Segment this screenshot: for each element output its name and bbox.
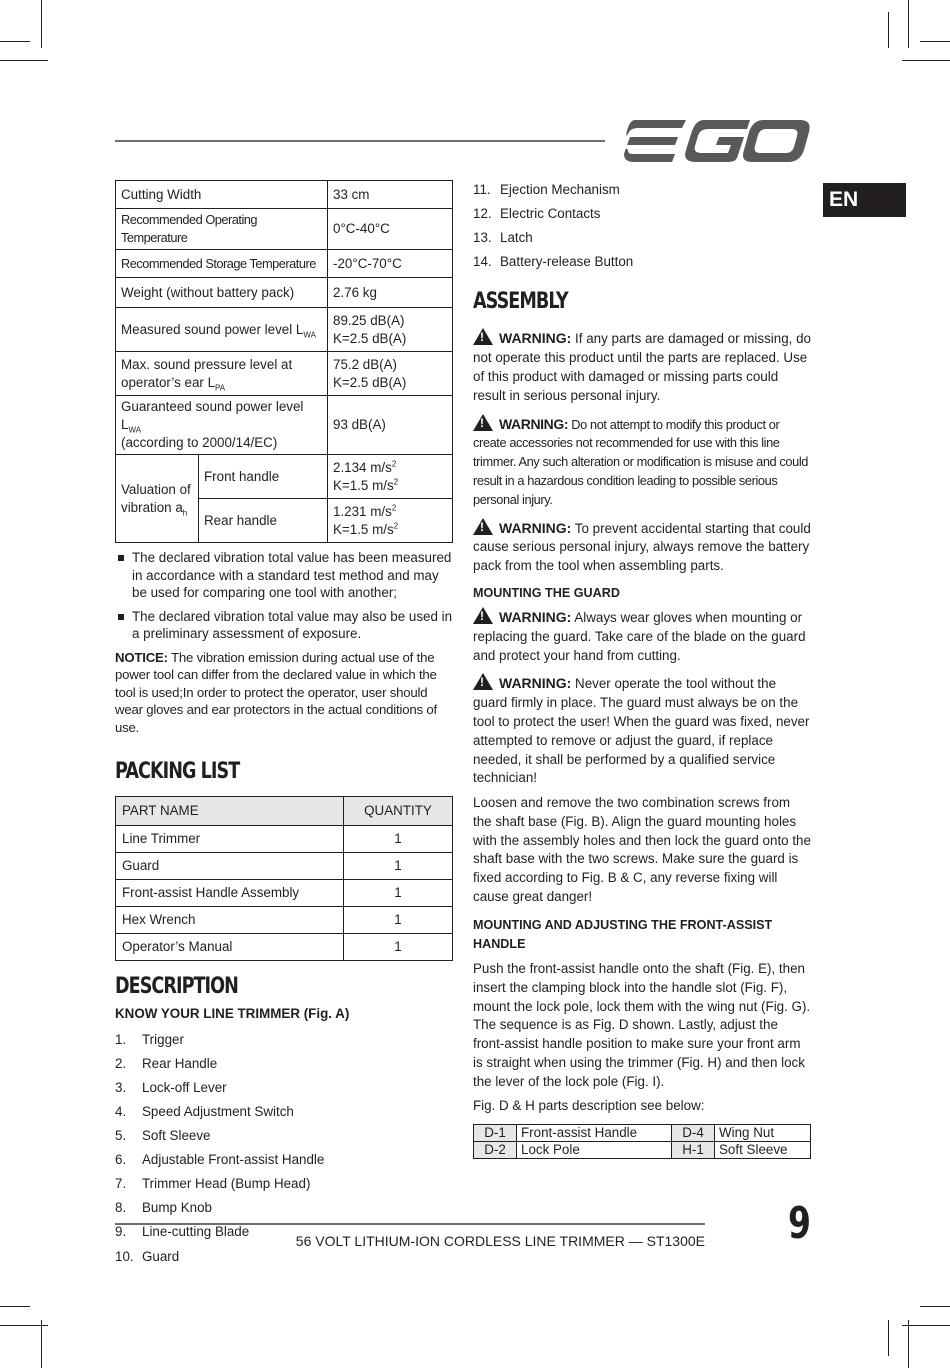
parts-list-continued — [473, 178, 811, 274]
part-name: Line Trimmer — [116, 826, 344, 853]
part-name: Operator’s Manual — [116, 934, 344, 961]
warning-block: !WARNING: If any parts are damaged or missing, do not operate this product until the parts are replaced. Use of this product with damaged or missing parts could result in serious personal injury. — [473, 328, 811, 405]
table-header-row — [116, 797, 453, 826]
mounting-guard-heading: MOUNTING THE GUARD — [473, 585, 620, 600]
crop-mark — [908, 1320, 909, 1368]
warning-icon — [473, 673, 493, 690]
crop-mark — [902, 60, 950, 61]
crop-mark — [920, 1306, 950, 1307]
crop-mark — [0, 60, 48, 61]
part-code: H-1 — [672, 1141, 715, 1158]
part-qty: 1 — [344, 853, 453, 880]
table-row — [116, 352, 453, 396]
table-row — [474, 1141, 811, 1158]
warning-icon — [473, 607, 493, 624]
spec-value: 2.134 $m/s^2$ K=1.5 $m/s^2$ — [328, 455, 453, 499]
front-assist-heading: MOUNTING AND ADJUSTING THE FRONT-ASSIST HANDLE — [473, 918, 773, 952]
part-qty: 1 — [344, 934, 453, 961]
list-item: The declared vibration total value may also be used in a preliminary assessment of exposure. — [115, 608, 453, 643]
table-row — [116, 934, 453, 961]
spec-label: Front handle — [199, 455, 328, 499]
list-item: 12. Electric Contacts — [473, 206, 601, 222]
description-heading: DESCRIPTION — [115, 974, 238, 999]
vibration-notes — [115, 549, 453, 643]
table-row — [116, 455, 453, 499]
crop-mark — [0, 1306, 30, 1307]
spec-label: Cutting Width — [116, 181, 328, 209]
packing-table — [115, 796, 453, 961]
part-name: Front-assist Handle Assembly — [116, 880, 344, 907]
crop-mark — [908, 0, 909, 48]
handle-instructions: Push the front-assist handle onto the shaft (Fig. E), then insert the clamping block into the handle slot (Fig. F), mount the lock pole, lock them with the wing nut (Fig. G). The sequence is as Fig. D shown. Lastly, adjust the front-assist handle position to make sure your front arm is straight when using the trimmer (Fig. H) and then lock the lever of the lock pole (Fig. I). — [473, 961, 811, 1089]
part-code: D-1 — [474, 1124, 517, 1141]
part-name: Guard — [116, 853, 344, 880]
ego-logo — [624, 120, 810, 162]
part-qty: 1 — [344, 880, 453, 907]
crop-mark — [41, 0, 42, 48]
list-item: 8. Bump Knob — [115, 1200, 212, 1216]
list-item: 1. Trigger — [115, 1031, 184, 1047]
spec-table — [115, 180, 453, 543]
spec-label: Measured sound power level $L_{WA}$ — [116, 308, 328, 352]
spec-label: Max. sound pressure level at operator’s ear $L_{PA}$ — [116, 352, 328, 396]
warning-block: !WARNING: Never operate the tool without the guard firmly in place. The guard must always be on the tool to protect the user! When the guard was fixed, never attempted to remove or adjust the guard, if replace needed, it shall be performed by a qualified service technician! — [473, 673, 811, 788]
table-row — [474, 1124, 811, 1141]
crop-mark — [0, 1325, 48, 1326]
table-row — [116, 396, 453, 455]
table-row — [116, 880, 453, 907]
table-row — [116, 209, 453, 250]
spec-value: 75.2 dB(A) K=2.5 dB(A) — [328, 352, 453, 396]
warning-block: !WARNING: Do not attempt to modify this product or create accessories not recommended for use with this line trimmer. Any such alteration or modification is misuse and could result in a hazardous condition leading to possible serious personal injury. — [473, 414, 811, 510]
spec-label: Recommended Storage Temperature — [116, 250, 328, 278]
warning-icon — [473, 414, 493, 431]
part-label: Front-assist Handle — [517, 1124, 672, 1141]
column-header: PART NAME — [116, 797, 344, 826]
part-code: D-4 — [672, 1124, 715, 1141]
list-item: 6. Adjustable Front-assist Handle — [115, 1152, 325, 1168]
list-item: 4. Speed Adjustment Switch — [115, 1103, 294, 1119]
warning-block: !WARNING: To prevent accidental starting that could cause serious personal injury, always remove the battery pack from the tool when assembling parts. — [473, 518, 811, 576]
list-item: 10. Guard — [115, 1248, 180, 1264]
crop-mark — [902, 1325, 950, 1326]
crop-mark — [41, 1320, 42, 1368]
spec-value: 89.25 dB(A) K=2.5 dB(A) — [328, 308, 453, 352]
spec-value: 0°C-40°C — [328, 209, 453, 250]
fig-intro: Fig. D & H parts description see below: — [473, 1098, 705, 1114]
spec-value: 1.231 $m/s^2$ K=1.5 $m/s^2$ — [328, 499, 453, 543]
list-item: 11. Ejection Mechanism — [473, 182, 620, 197]
right-column — [473, 178, 811, 1159]
crop-mark — [888, 1320, 889, 1356]
notice: NOTICE: The vibration emission during actual use of the power tool can differ from the declared value in which the tool is used;In order to protect the operator, user should wear gloves and ear protectors in the actual conditions of use. — [115, 649, 437, 735]
guard-instructions: Loosen and remove the two combination screws from the shaft base (Fig. B). Align the guard mounting holes with the assembly holes and then lock the guard onto the shaft base with the two screws. Make sure the guard is fixed according to Fig. B & C, any reverse fixing will cause great danger! — [473, 795, 811, 904]
table-row — [116, 826, 453, 853]
table-row — [116, 308, 453, 352]
part-label: Soft Sleeve — [715, 1141, 811, 1158]
list-item: 14. Battery-release Button — [473, 254, 634, 270]
spec-value: 93 dB(A) — [328, 396, 453, 455]
column-header: QUANTITY — [344, 797, 453, 826]
table-row — [116, 278, 453, 308]
spec-value: 33 cm — [328, 181, 453, 209]
part-qty: 1 — [344, 826, 453, 853]
part-name: Hex Wrench — [116, 907, 344, 934]
list-item: 2. Rear Handle — [115, 1055, 218, 1071]
spec-label: Rear handle — [199, 499, 328, 543]
spec-label: Weight (without battery pack) — [116, 278, 328, 308]
table-row — [116, 181, 453, 209]
vibration-label: Valuation of vibration $a_h$ — [116, 455, 199, 543]
list-item: 13. Latch — [473, 230, 533, 246]
part-label: Lock Pole — [517, 1141, 672, 1158]
part-qty: 1 — [344, 907, 453, 934]
part-label: Wing Nut — [715, 1124, 811, 1141]
spec-label: Guaranteed sound power level $L_{WA}$ (according to 2000/14/EC) — [116, 396, 328, 455]
list-item: 3. Lock-off Lever — [115, 1079, 227, 1095]
list-item: 7. Trimmer Head (Bump Head) — [115, 1176, 311, 1192]
assembly-heading: ASSEMBLY — [473, 289, 568, 315]
spec-value: -20°C-70°C — [328, 250, 453, 278]
footer-title: 56 VOLT LITHIUM-ION CORDLESS LINE TRIMMER — ST1300E — [115, 1223, 705, 1249]
page-number: 9 — [788, 1198, 811, 1249]
warning-block: !WARNING: Always wear gloves when mounting or replacing the guard. Take care of the blade on the guard and protect your hand from cutting. — [473, 607, 811, 665]
warning-icon — [473, 328, 493, 345]
list-item: 9. Line-cutting Blade — [115, 1224, 250, 1240]
left-column — [115, 180, 453, 1269]
language-tab: EN — [823, 183, 906, 217]
warning-icon — [473, 518, 493, 535]
crop-mark — [920, 41, 950, 42]
table-row — [116, 250, 453, 278]
list-item: 5. Soft Sleeve — [115, 1128, 211, 1144]
header-rule — [115, 140, 605, 142]
table-row — [116, 907, 453, 934]
spec-label: Recommended Operating Temperature — [116, 209, 328, 250]
description-subheading: KNOW YOUR LINE TRIMMER (Fig. A) — [115, 1006, 350, 1021]
fig-parts-table — [473, 1124, 811, 1159]
crop-mark — [888, 12, 889, 48]
part-code: D-2 — [474, 1141, 517, 1158]
crop-mark — [0, 41, 30, 42]
table-row — [116, 853, 453, 880]
packing-list-heading: PACKING LIST — [115, 759, 240, 784]
spec-value: 2.76 kg — [328, 278, 453, 308]
list-item: The declared vibration total value has been measured in accordance with a standard test method and may be used for comparing one tool with another; — [115, 549, 453, 602]
